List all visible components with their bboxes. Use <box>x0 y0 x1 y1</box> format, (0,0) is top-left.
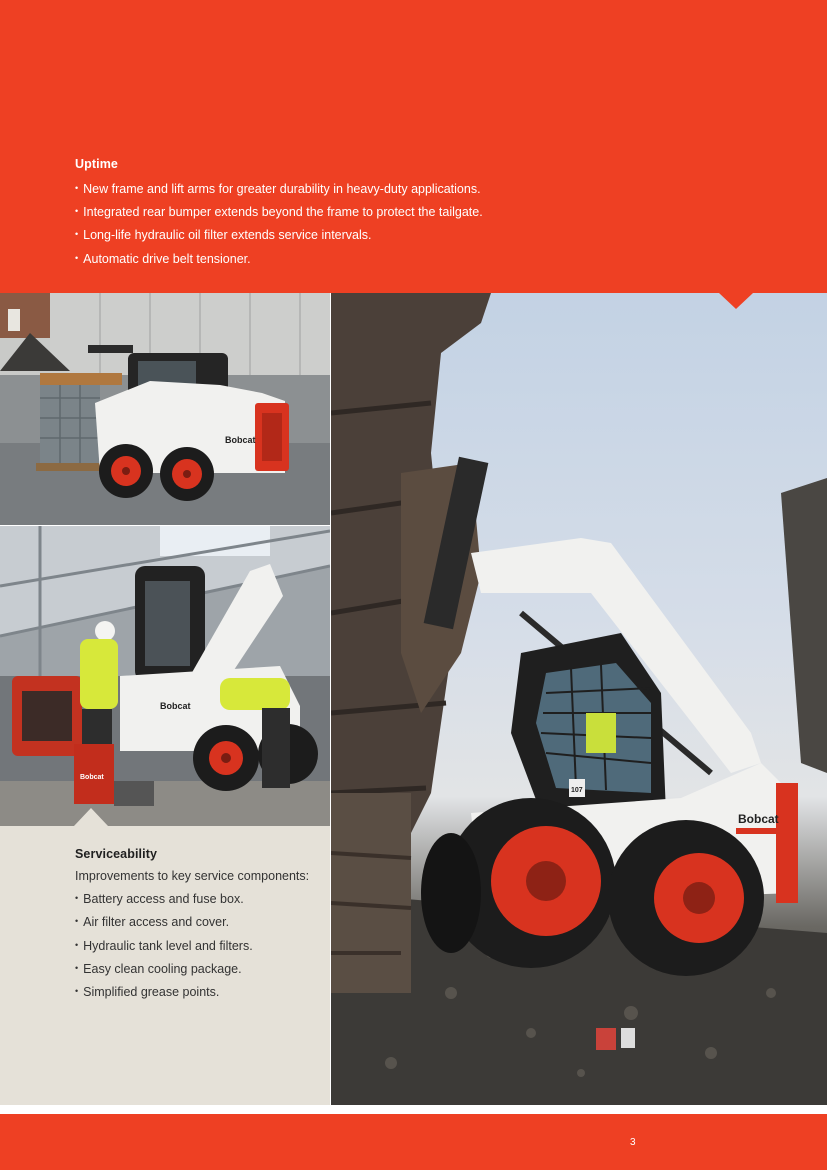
serviceability-item: • Easy clean cooling package. <box>75 957 315 980</box>
servicing-illustration <box>0 526 330 826</box>
serviceability-section <box>75 847 315 1003</box>
battery-label: Bobcat <box>80 774 104 781</box>
serviceability-title: Serviceability <box>75 847 158 861</box>
serviceability-intro: Improvements to key service components: <box>75 869 310 883</box>
bottom-orange-band <box>0 1114 827 1170</box>
uptime-item: • Long-life hydraulic oil filter extends service intervals. <box>75 223 595 246</box>
main-decal: Bobcat <box>738 812 779 826</box>
photo-loader-carrying-pallet <box>0 293 330 525</box>
uptime-title: Uptime <box>75 157 118 171</box>
uptime-item: • New frame and lift arms for greater durability in heavy-duty applications. <box>75 177 595 200</box>
page-number: 3 <box>630 1137 636 1148</box>
photo-loader-lifting-pallets <box>331 293 827 1105</box>
serviceability-pointer <box>74 808 108 826</box>
serviceability-item: • Battery access and fuse box. <box>75 887 315 910</box>
top-left-decal: Bobcat <box>225 435 256 445</box>
loader-lifting-illustration <box>331 293 827 1105</box>
cab-tag: 107 <box>571 787 583 794</box>
serviceability-item: • Hydraulic tank level and filters. <box>75 934 315 957</box>
top-band-pointer <box>719 293 753 309</box>
photo-technicians-servicing <box>0 526 330 826</box>
uptime-section <box>75 157 595 270</box>
uptime-item: • Integrated rear bumper extends beyond the frame to protect the tailgate. <box>75 200 595 223</box>
mid-left-decal: Bobcat <box>160 701 191 711</box>
loader-pallet-illustration <box>0 293 330 525</box>
serviceability-list <box>75 887 315 1003</box>
uptime-item: • Automatic drive belt tensioner. <box>75 247 595 270</box>
serviceability-item: • Air filter access and cover. <box>75 910 315 933</box>
uptime-list <box>75 177 595 270</box>
serviceability-item: • Simplified grease points. <box>75 980 315 1003</box>
